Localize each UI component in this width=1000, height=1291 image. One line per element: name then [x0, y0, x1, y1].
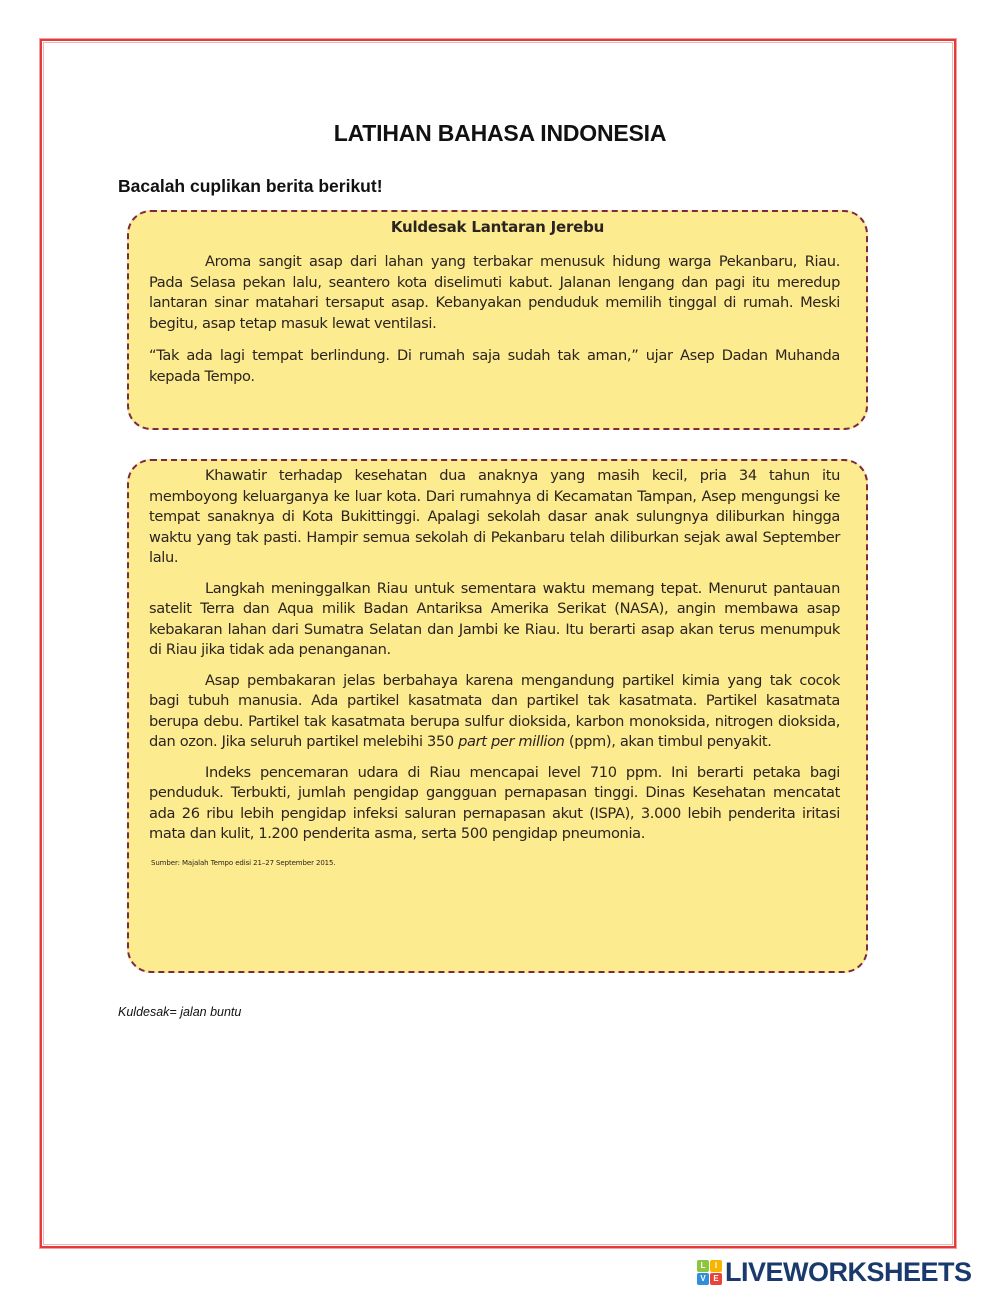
article-paragraph: Aroma sangit asap dari lahan yang terbakar menusuk hidung warga Pekanbaru, Riau. Pada Selasa pekan lalu, seantero kota diselimuti kabut. Jalanan lengang dan pagi itu meredup lantaran sinar matahari tersaput asap. Kebanyakan penduduk memilih tinggal di rumah. Meski begitu, asap tetap masuk lewat ventilasi.	[149, 253, 840, 332]
article-title: Kuldesak Lantaran Jerebu	[390, 218, 605, 236]
live-logo-icon	[697, 1260, 722, 1285]
paragraph-text: (ppm), akan timbul penyakit.	[564, 733, 772, 750]
footnote: Kuldesak= jalan buntu	[118, 1005, 242, 1019]
logo-letter-e: E	[710, 1273, 722, 1285]
article-paragraph: Langkah meninggalkan Riau untuk sementara waktu memang tepat. Menurut pantauan satelit Terra dan Aqua milik Badan Antariksa Amerika Serikat (NASA), angin membawa asap kebakaran lahan dari Sumatra Selatan dan Jambi ke Riau. Itu berarti asap akan terus menumpuk di Riau jika tidak ada penanganan.	[149, 579, 840, 658]
paragraph-text: Asap pembakaran jelas berbahaya karena mengandung partikel kimia yang tak cocok bagi tubuh manusia. Ada partikel kasatmata dan partikel tak kasatmata. Partikel kasatmata berupa debu. Partikel tak kasatmata berupa sulfur dioksida, karbon monoksida, nitrogen dioksida, dan ozon. Jika seluruh partikel melebihi 350	[149, 671, 840, 750]
article-source: Sumber: Majalah Tempo edisi 21–27 September 2015.	[151, 858, 336, 867]
article-quote: “Tak ada lagi tempat berlindung. Di rumah saja sudah tak aman,” ujar Asep Dadan Muhanda kepada Tempo.	[149, 347, 840, 385]
instruction-text: Bacalah cuplikan berita berikut!	[118, 176, 383, 196]
article-card-1	[127, 210, 868, 430]
article-card-2	[127, 459, 868, 973]
logo-letter-l: L	[697, 1260, 709, 1272]
logo-letter-i: I	[710, 1260, 722, 1272]
article-paragraph: Indeks pencemaran udara di Riau mencapai level 710 ppm. Ini berarti petaka bagi penduduk. Terbukti, jumlah pengidap gangguan pernapasan tinggi. Dinas Kesehatan mencatat ada 26 ribu lebih pengidap infeksi saluran pernapasan akut (ISPA), 3.000 lebih penderita iritasi mata dan kulit, 1.200 penderita asma, serta 500 pengidap pneumonia.	[149, 763, 840, 842]
logo-text: LIVEWORKSHEETS	[725, 1256, 972, 1287]
article-paragraph: Khawatir terhadap kesehatan dua anaknya yang masih kecil, pria 34 tahun itu memboyong keluarganya ke luar kota. Dari rumahnya di Kecamatan Tampan, Asep mengungsi ke tempat sanaknya di Kota Bukittinggi. Apalagi sekolah dasar anak sulungnya diliburkan hingga waktu yang tak pasti. Hampir semua sekolah di Pekanbaru telah diliburkan sejak awal September lalu.	[149, 467, 840, 566]
article-paragraph	[149, 671, 840, 753]
page-title: LATIHAN BAHASA INDONESIA	[333, 120, 667, 146]
paragraph-italic-text: part per million	[458, 733, 565, 750]
liveworksheets-logo[interactable]	[697, 1258, 972, 1286]
logo-letter-v: V	[697, 1273, 709, 1285]
